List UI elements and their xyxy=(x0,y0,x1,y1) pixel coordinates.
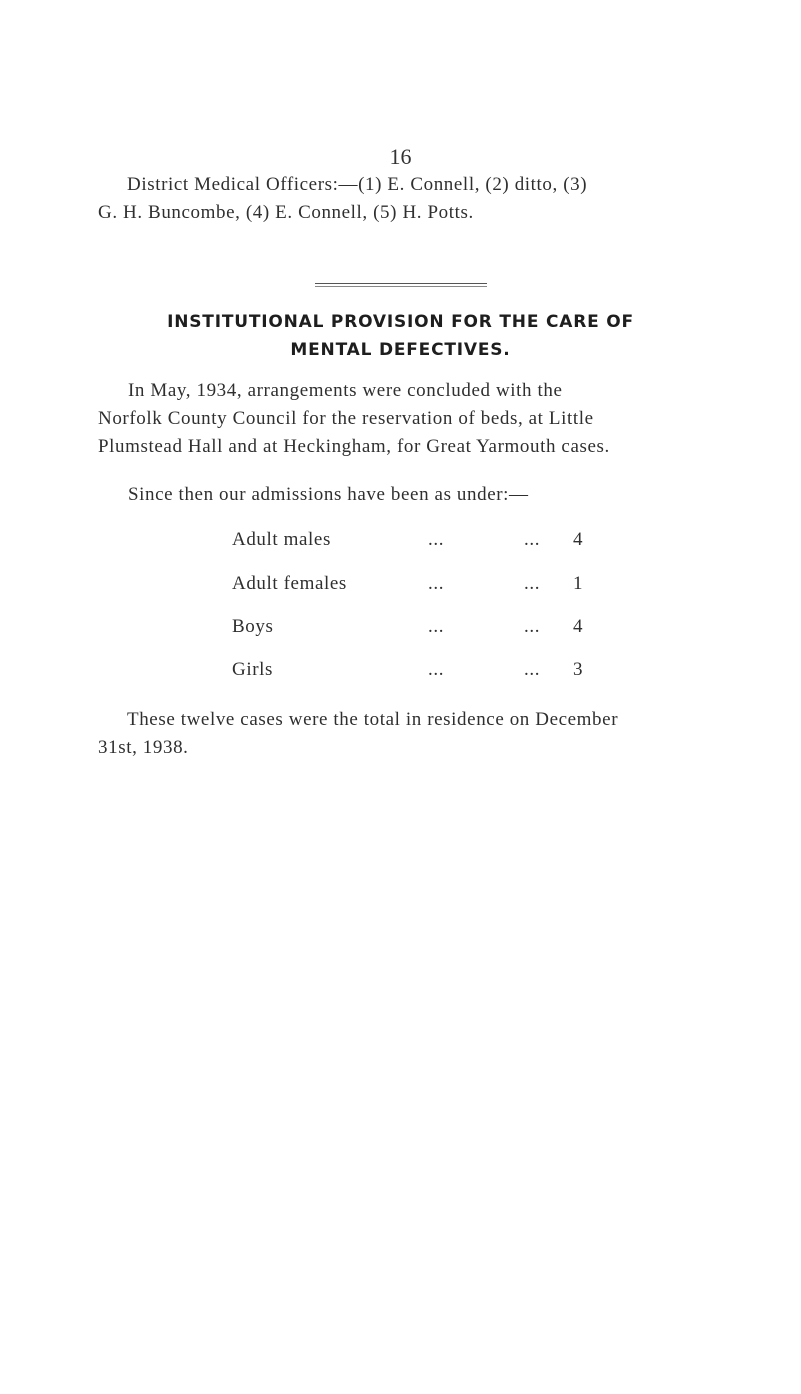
row-count: 1 xyxy=(573,573,584,594)
intro-line-3: Plumstead Hall and at Heckingham, for Great Yarmouth cases. xyxy=(98,436,610,457)
row-label: Adult females xyxy=(232,573,347,594)
officers-line-1: District Medical Officers:—(1) E. Connell, (2) ditto, (3) xyxy=(127,174,588,195)
leader-dots: ... xyxy=(524,573,541,594)
page-number: 16 xyxy=(389,144,412,169)
leader-dots: ... xyxy=(524,659,541,680)
intro-line-1: In May, 1934, arrangements were concluded with the xyxy=(128,380,563,401)
closing-line-2: 31st, 1938. xyxy=(98,737,189,758)
leader-dots: ... xyxy=(524,616,541,637)
intro-line-2: Norfolk County Council for the reservation of beds, at Little xyxy=(98,408,594,429)
officers-line-2: G. H. Buncombe, (4) E. Connell, (5) H. Potts. xyxy=(98,202,474,223)
section-heading-line-1: INSTITUTIONAL PROVISION FOR THE CARE OF xyxy=(167,312,634,332)
admissions-row-boys xyxy=(232,616,632,644)
leader-dots: ... xyxy=(428,616,445,637)
admissions-row-girls xyxy=(232,659,632,687)
row-count: 4 xyxy=(573,529,584,550)
admissions-row-adult-females xyxy=(232,573,632,601)
leader-dots: ... xyxy=(428,573,445,594)
section-divider xyxy=(315,283,487,284)
leader-dots: ... xyxy=(428,529,445,550)
row-label: Adult males xyxy=(232,529,331,550)
leader-dots: ... xyxy=(524,529,541,550)
admissions-intro: Since then our admissions have been as under:— xyxy=(128,484,529,505)
row-count: 3 xyxy=(573,659,584,680)
row-count: 4 xyxy=(573,616,584,637)
section-heading-line-2: MENTAL DEFECTIVES. xyxy=(290,340,511,360)
admissions-row-adult-males xyxy=(232,529,632,557)
closing-line-1: These twelve cases were the total in residence on December xyxy=(127,709,619,730)
row-label: Girls xyxy=(232,659,273,680)
row-label: Boys xyxy=(232,616,274,637)
leader-dots: ... xyxy=(428,659,445,680)
